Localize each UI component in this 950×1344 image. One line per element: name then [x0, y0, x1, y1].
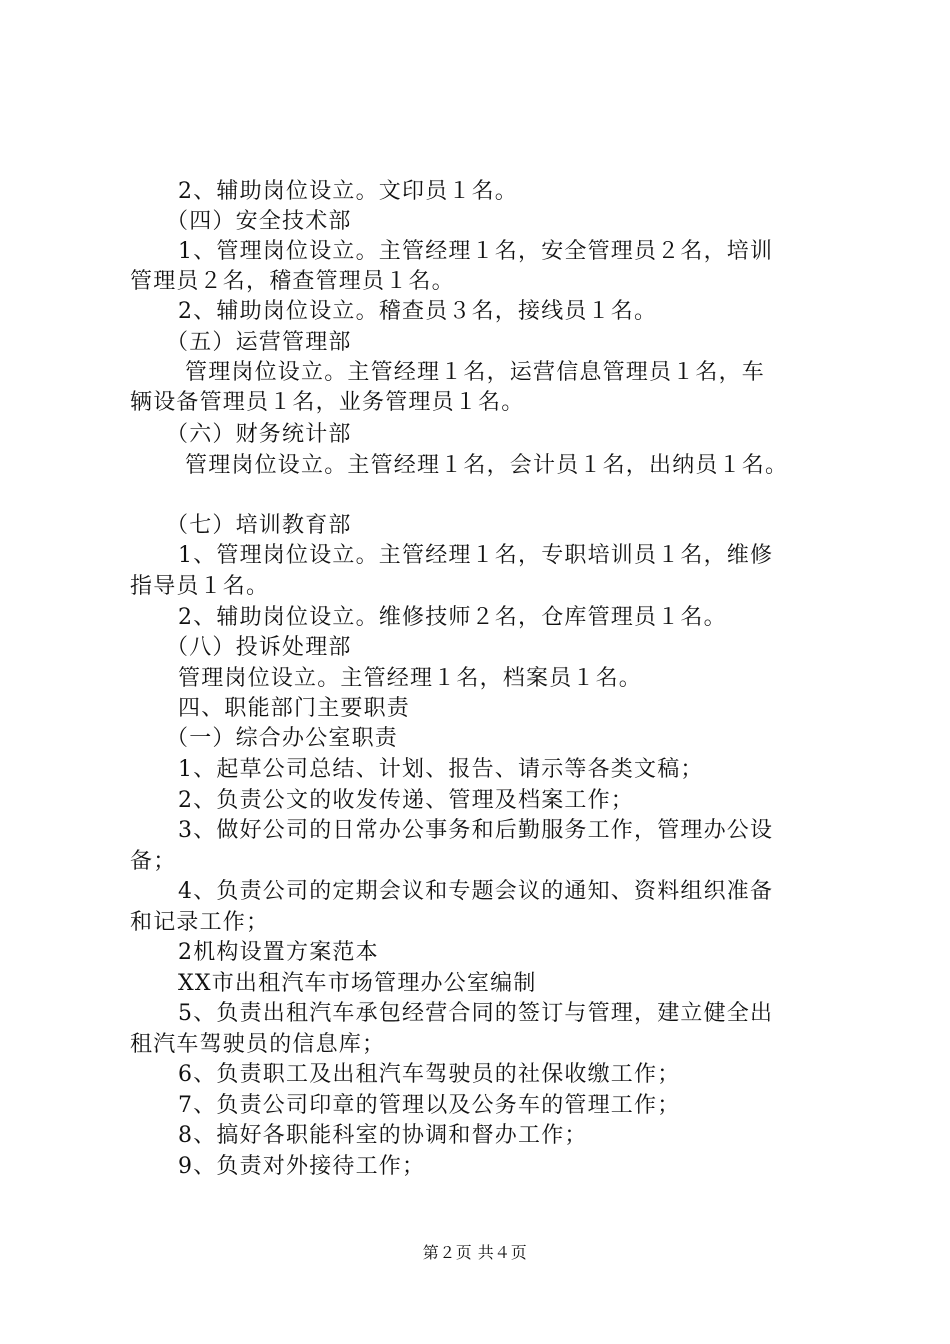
text-line: 2、辅助岗位设立。稽查员３名，接线员１名。 [178, 299, 658, 324]
text-line: 2、负责公文的收发传递、管理及档案工作； [178, 788, 634, 813]
section-heading: （七）培训教育部 [166, 513, 352, 538]
text-line: XX市出租汽车市场管理办公室编制 [178, 971, 537, 996]
text-line: 9、负责对外接待工作； [178, 1154, 426, 1179]
section-heading: （一）综合办公室职责 [166, 726, 399, 751]
text-line: 8、搞好各职能科室的协调和督办工作； [178, 1123, 588, 1148]
text-line: 3、做好公司的日常办公事务和后勤服务工作，管理办公设 [178, 818, 774, 843]
text-line: 管理岗位设立。主管经理１名，档案员１名。 [178, 666, 643, 691]
text-line: 和记录工作； [130, 910, 270, 935]
section-heading: （四）安全技术部 [166, 209, 352, 234]
text-line: 管理岗位设立。主管经理１名，运营信息管理员１名，车 [185, 360, 766, 385]
text-line: 2、辅助岗位设立。维修技师２名，仓库管理员１名。 [178, 605, 727, 630]
text-line: 6、负责职工及出租汽车驾驶员的社保收缴工作； [178, 1062, 681, 1087]
text-line: 1、管理岗位设立。主管经理１名，专职培训员１名，维修 [178, 543, 774, 568]
page-number-footer: 第２页 共４页 [422, 1243, 528, 1262]
section-heading: 四、职能部门主要职责 [178, 696, 411, 721]
text-line: 2、辅助岗位设立。文印员１名。 [178, 179, 518, 204]
section-heading: （六）财务统计部 [166, 422, 352, 447]
text-line: 5、负责出租汽车承包经营合同的签订与管理，建立健全出 [178, 1001, 774, 1026]
text-line: 备； [130, 849, 177, 874]
text-line: 2机构设置方案范本 [178, 940, 379, 965]
text-line: 1、管理岗位设立。主管经理１名，安全管理员２名，培训 [178, 239, 774, 264]
section-heading: （五）运营管理部 [166, 330, 352, 355]
text-line: 租汽车驾驶员的信息库； [130, 1032, 386, 1057]
text-line: 管理岗位设立。主管经理１名，会计员１名，出纳员１名。 [185, 453, 789, 478]
text-line: 管理员２名，稽查管理员１名。 [130, 269, 455, 294]
section-heading: （八）投诉处理部 [166, 635, 352, 660]
text-line: 4、负责公司的定期会议和专题会议的通知、资料组织准备 [178, 879, 774, 904]
text-line: 辆设备管理员１名，业务管理员１名。 [130, 390, 525, 415]
text-line: 1、起草公司总结、计划、报告、请示等各类文稿； [178, 757, 704, 782]
text-line: 指导员１名。 [130, 574, 270, 599]
text-line: 7、负责公司印章的管理以及公务车的管理工作； [178, 1093, 681, 1118]
